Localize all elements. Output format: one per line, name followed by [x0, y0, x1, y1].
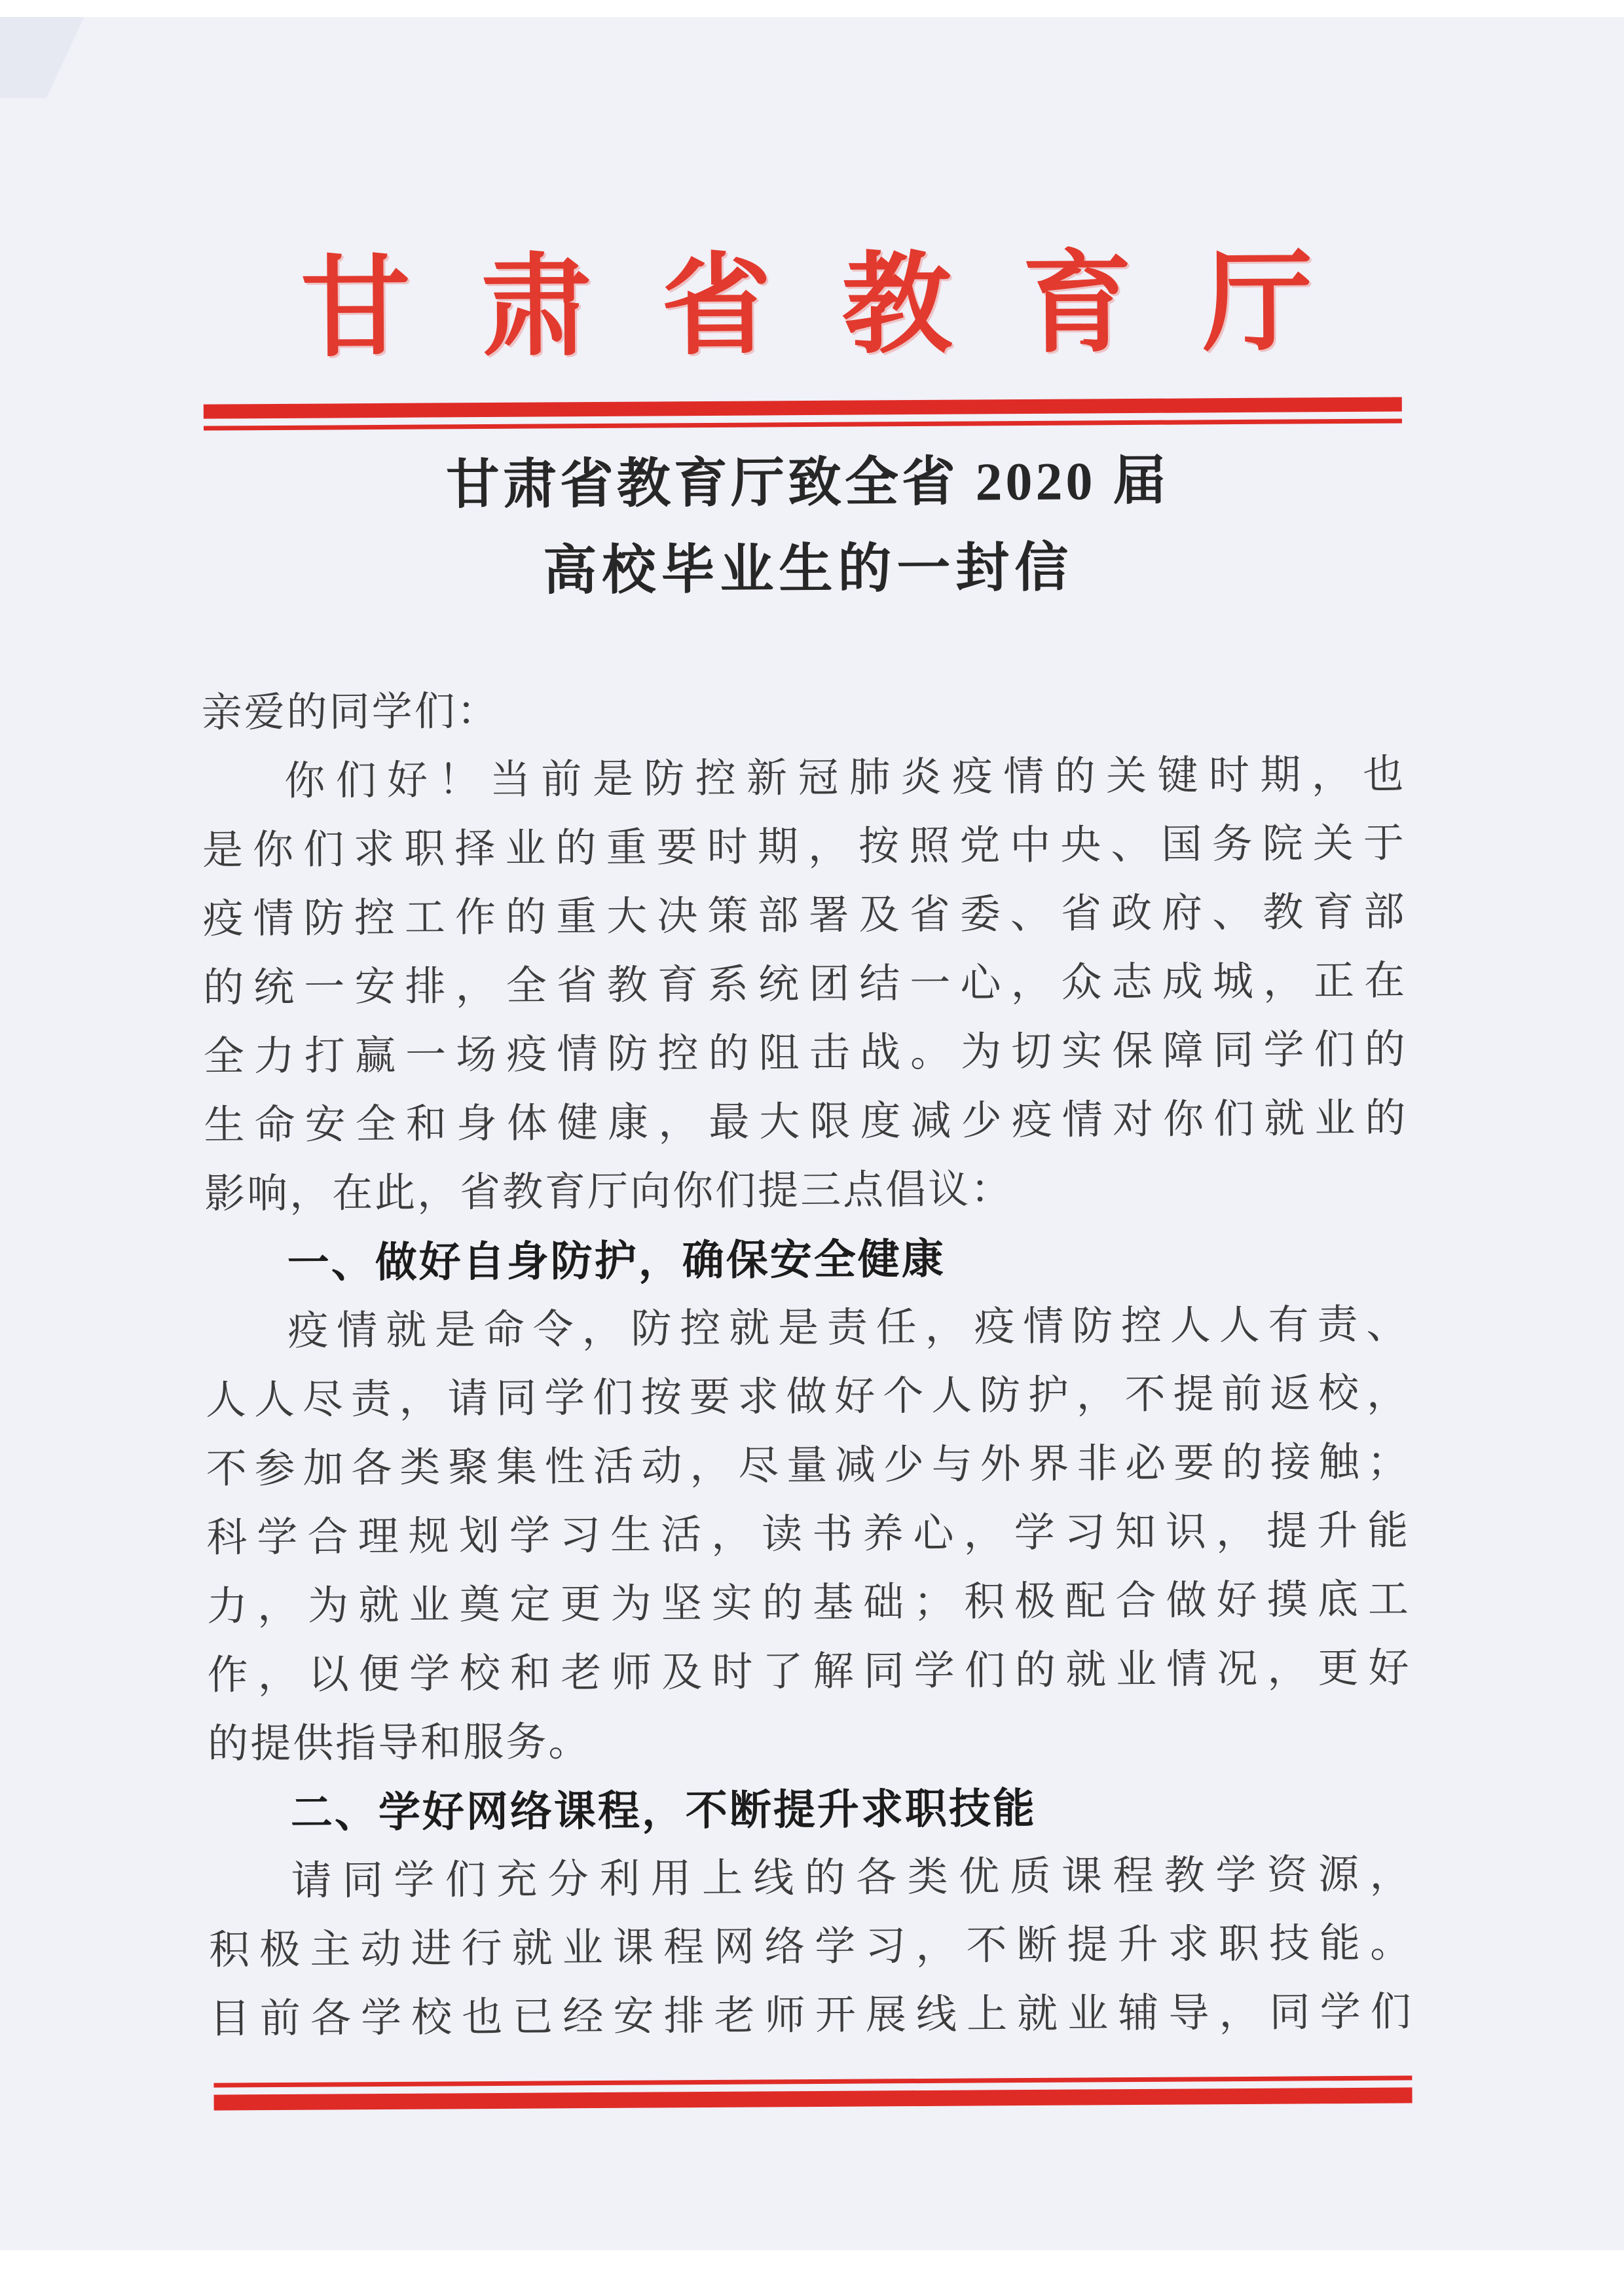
section-heading: 一、做好自身防护，确保安全健康: [287, 1235, 946, 1286]
body-line: 人人尽责，请同学们按要求做好个人防护，不提前返校，: [205, 1371, 1410, 1423]
scanner-edge-top: [0, 0, 1624, 17]
body-line: 的提供指导和服务。: [208, 1720, 591, 1767]
body-line: 力，为就业奠定更为坚实的基础；积极配合做好摸底工: [206, 1577, 1411, 1630]
header-rule-thick: [204, 397, 1402, 418]
body-line: 科学合理规划学习生活，读书养心，学习知识，提升能: [206, 1508, 1411, 1561]
body-line: 作，以便学校和老师及时了解同学们的就业情况，更好: [207, 1646, 1411, 1698]
letter-title-line2: 高校毕业生的一封信: [543, 538, 1074, 601]
body-line: 不参加各类聚集性活动，尽量减少与外界非必要的接触；: [206, 1440, 1410, 1492]
body-line: 全力打赢一场疫情防控的阻击战。为切实保障同学们的: [203, 1027, 1408, 1080]
body-line: 积极主动进行就业课程网络学习，不断提升求职技能。: [208, 1921, 1413, 1973]
footer-rule-thin: [213, 2075, 1412, 2087]
body-line: 你们好！当前是防控新冠肺炎疫情的关键时期，也: [284, 752, 1406, 804]
letter-body: [201, 672, 1413, 2054]
body-line: 疫情就是命令，防控就是责任，疫情防控人人有责、: [287, 1302, 1409, 1354]
body-line: 影响，在此，省教育厅向你们提三点倡议：: [204, 1167, 1014, 1217]
header-rule-thin: [204, 418, 1402, 430]
salutation: 亲爱的同学们：: [201, 689, 500, 736]
section-heading: 二、学好网络课程，不断提升求职技能: [290, 1784, 1037, 1836]
body-line: 目前各学校也已经安排老师开展线上就业辅导，同学们: [209, 1990, 1414, 2042]
agency-header-title: 甘肃省教育厅: [300, 242, 1384, 371]
scan-corner-fold: [0, 13, 138, 98]
scanner-edge-bottom: [0, 2250, 1624, 2296]
body-line: 疫情防控工作的重大决策部署及省委、省政府、教育部: [202, 890, 1407, 942]
body-line: 生命安全和身体健康，最大限度减少疫情对你们就业的: [204, 1096, 1408, 1148]
body-line: 的统一安排，全省教育系统团结一心，众志成城，正在: [203, 958, 1407, 1011]
body-line: 请同学们充分利用上线的各类优质课程教学资源，: [291, 1852, 1412, 1904]
footer-rule-thick: [214, 2087, 1412, 2110]
letter-title: [0, 445, 1621, 607]
body-line: 是你们求职择业的重要时期，按照党中央、国务院关于: [202, 821, 1407, 873]
letter-title-line1: 甘肃省教育厅致全省 2020 届: [445, 450, 1170, 515]
